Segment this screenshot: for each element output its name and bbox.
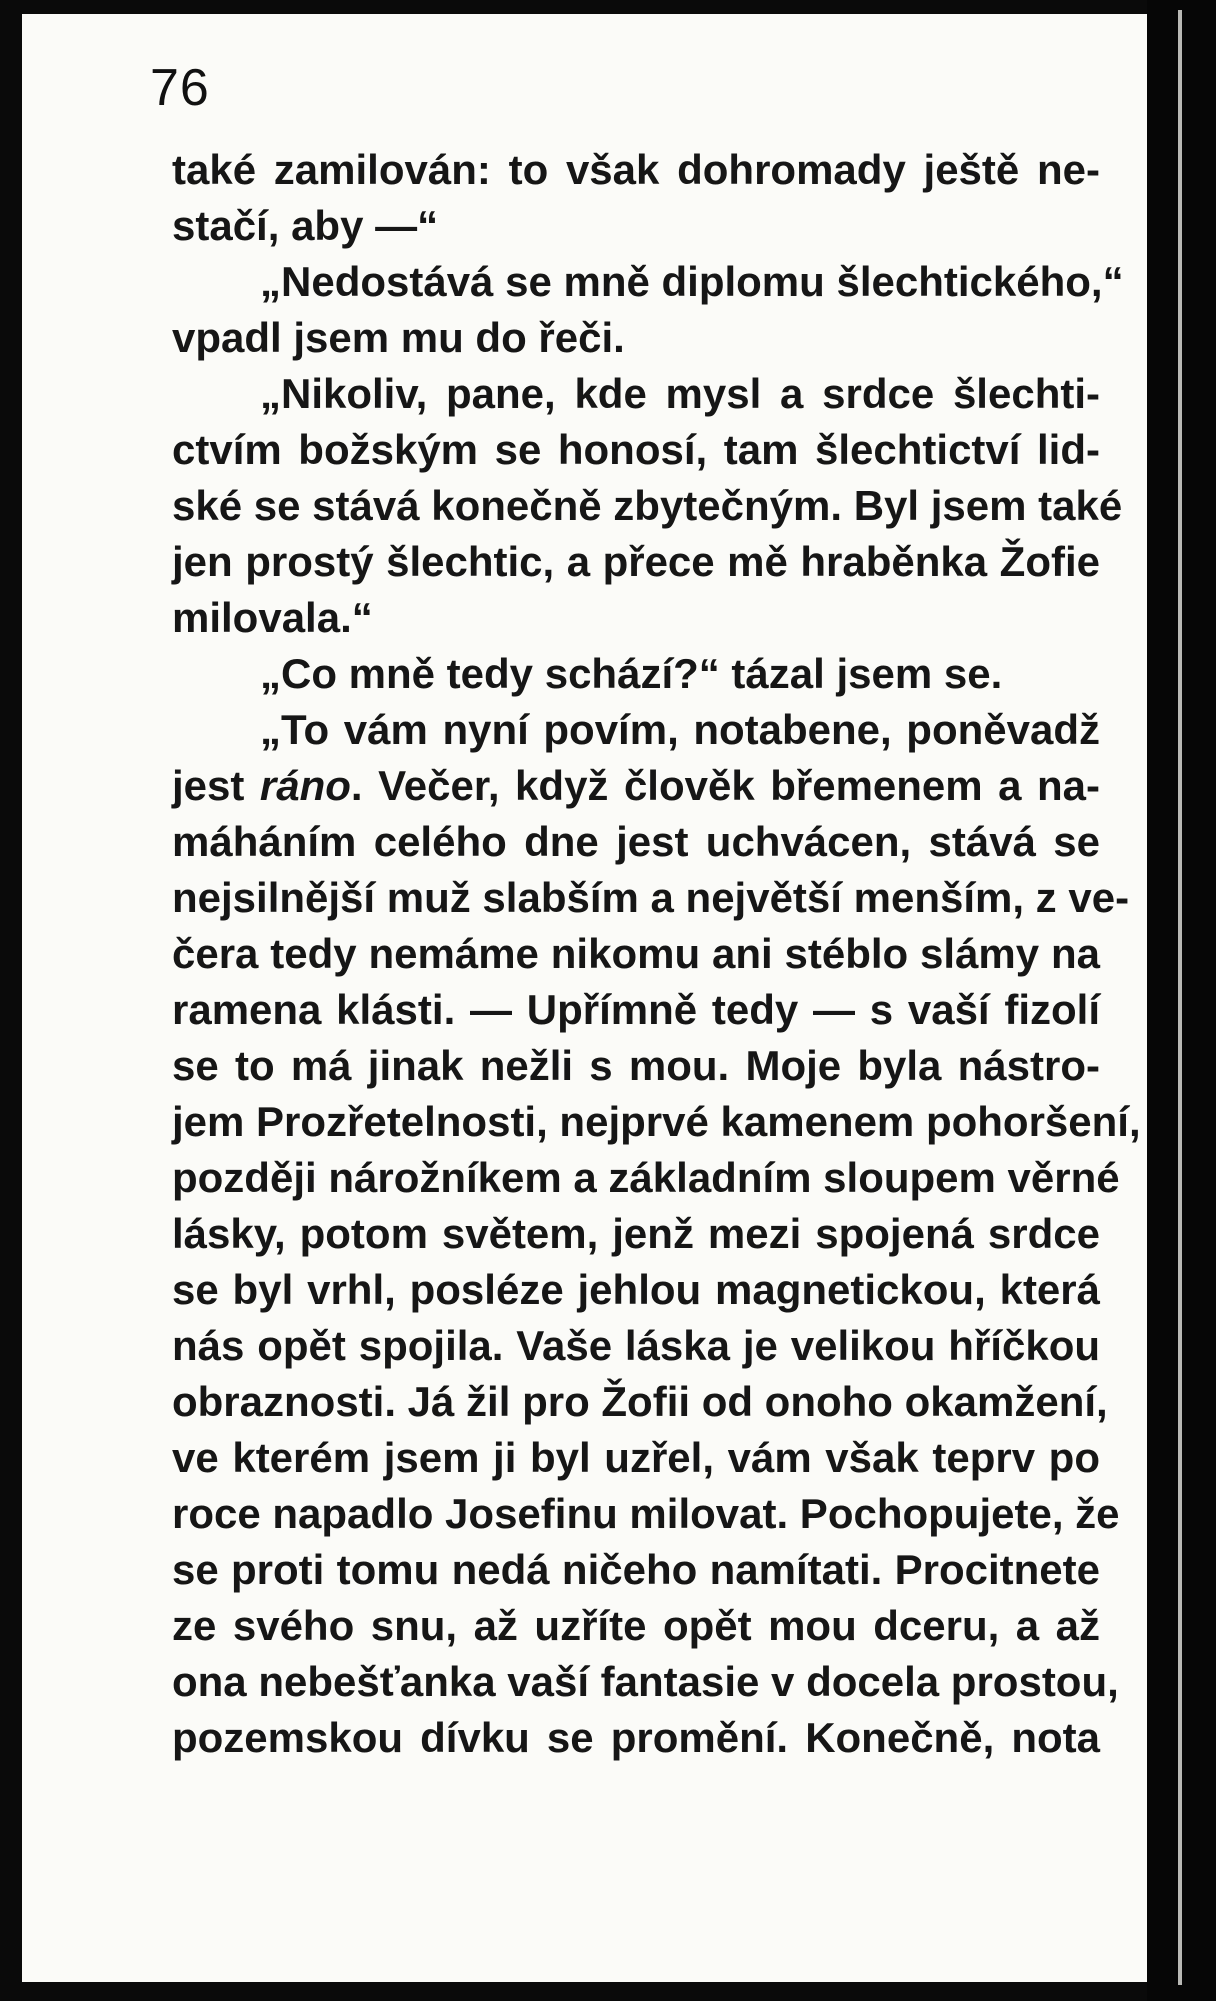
italic-word: ráno xyxy=(259,762,351,809)
text-line: také zamilován: to však dohromady ještě ne- xyxy=(172,146,1100,193)
page-number: 76 xyxy=(150,59,210,117)
text-line: obraznosti. Já žil pro Žofii od onoho okamžení, xyxy=(172,1378,1108,1425)
text-line: „Nikoliv, pane, kde mysl a srdce šlechti- xyxy=(260,370,1100,417)
text-line: lásky, potom světem, jenž mezi spojená srdce xyxy=(172,1210,1100,1257)
text-line: ctvím božským se honosí, tam šlechtictví lid- xyxy=(172,426,1100,473)
text-line: pozemskou dívku se promění. Konečně, nota xyxy=(172,1714,1100,1761)
text-line: nejsilnější muž slabším a největší menším, z ve- xyxy=(172,874,1130,921)
text-line: jem Prozřetelnosti, nejprvé kamenem pohoršení, xyxy=(172,1098,1141,1145)
text-line: ve kterém jsem ji byl uzřel, vám však teprv po xyxy=(172,1434,1100,1481)
text-line: nás opět spojila. Vaše láska je velikou hříčkou xyxy=(172,1322,1100,1369)
text-line: „To vám nyní povím, notabene, poněvadž xyxy=(260,706,1100,753)
text-line: „Nedostává se mně diplomu šlechtického,“ xyxy=(260,258,1124,305)
text-line: „Co mně tedy schází?“ tázal jsem se. xyxy=(260,650,1003,697)
page-edge-line xyxy=(1178,10,1182,1985)
text-line: ské se stává konečně zbytečným. Byl jsem také xyxy=(172,482,1123,529)
text-line: se proti tomu nedá ničeho namítati. Procitnete xyxy=(172,1546,1100,1593)
text-fragment: jest xyxy=(172,762,260,809)
page-text xyxy=(172,142,1141,1766)
text-fragment: . Večer, když člověk břemenem a na- xyxy=(350,762,1101,809)
book-page xyxy=(22,14,1147,1982)
text-line: ze svého snu, až uzříte opět mou dceru, a až xyxy=(172,1602,1100,1649)
text-line: roce napadlo Josefinu milovat. Pochopujete, že xyxy=(172,1490,1120,1537)
text-line: čera tedy nemáme nikomu ani stéblo slámy na xyxy=(172,930,1100,977)
text-line: stačí, aby —“ xyxy=(172,202,439,249)
text-line: jen prostý šlechtic, a přece mě hraběnka Žofie xyxy=(172,538,1100,585)
text-line: milovala.“ xyxy=(172,594,373,641)
text-line: máháním celého dne jest uchvácen, stává se xyxy=(172,818,1100,865)
text-line: se to má jinak nežli s mou. Moje byla nástro- xyxy=(172,1042,1100,1089)
text-line: vpadl jsem mu do řeči. xyxy=(172,314,625,361)
text-line: se byl vrhl, posléze jehlou magnetickou, která xyxy=(172,1266,1100,1313)
text-line: ramena klásti. — Upřímně tedy — s vaší fizolí xyxy=(172,986,1100,1033)
text-line: ona nebešťanka vaší fantasie v docela prostou, xyxy=(172,1658,1119,1705)
text-line: později nárožníkem a základním sloupem věrné xyxy=(172,1154,1120,1201)
text-line-with-italic xyxy=(172,758,1100,814)
